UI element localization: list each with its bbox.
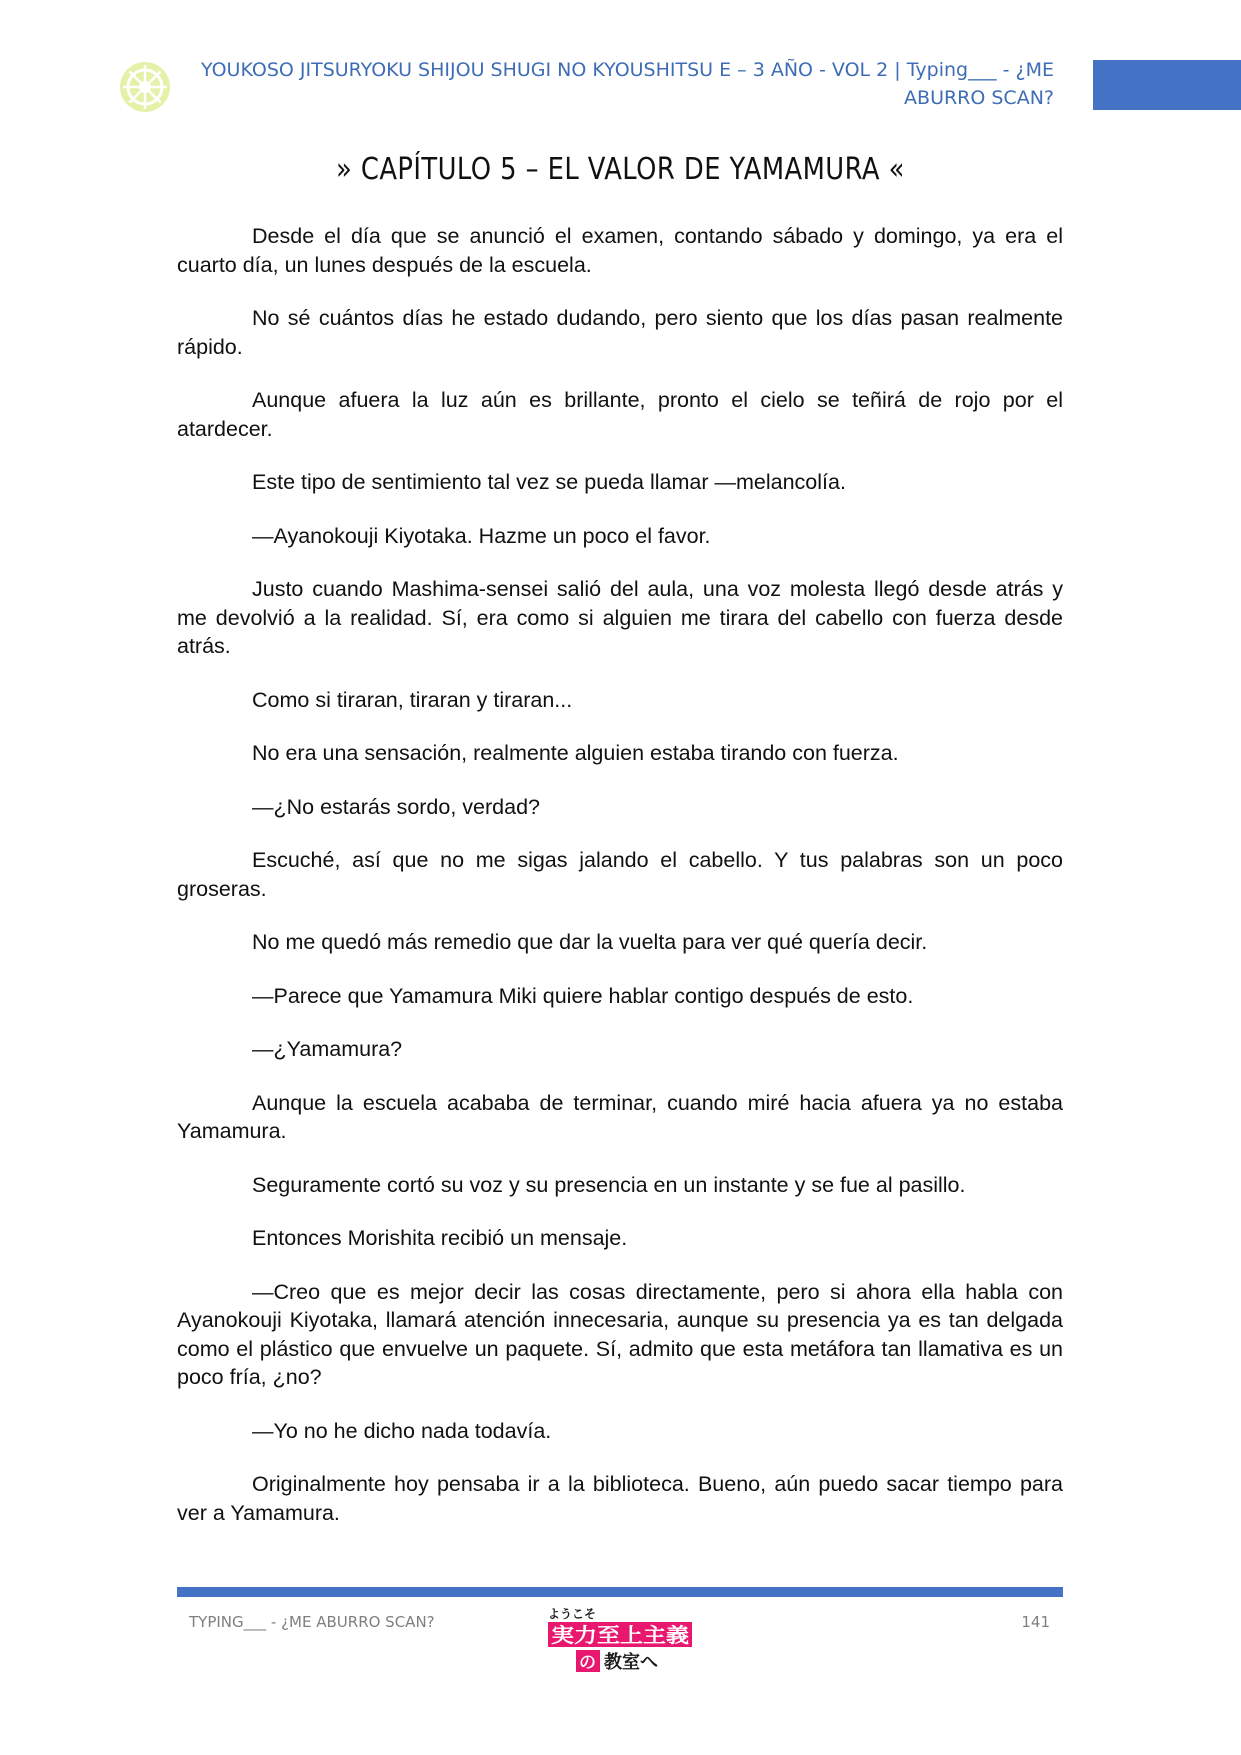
paragraph: Aunque afuera la luz aún es brillante, pronto el cielo se teñirá de rojo por el atardecer. [177,388,1063,441]
paragraph: Originalmente hoy pensaba ir a la biblioteca. Bueno, aún puedo sacar tiempo para ver a Yamamura. [177,1472,1063,1525]
paragraph: —¿Yamamura? [252,1037,403,1061]
header-accent-bar [1093,60,1241,110]
paragraph: Entonces Morishita recibió un mensaje. [252,1226,628,1250]
logo-bottom-text: 教室へ [604,1652,658,1673]
series-logo [546,1605,694,1673]
footer-credit: TYPING___ - ¿ME ABURRO SCAN? [189,1613,435,1631]
body-text [177,222,1063,1552]
header-title: YOUKOSO JITSURYOKU SHIJOU SHUGI NO KYOUSHITSU E – 3 AÑO - VOL 2 | Typing___ - ¿ME ABURRO SCAN? [201,59,1054,109]
paragraph: Escuché, así que no me sigas jalando el cabello. Y tus palabras son un poco groseras. [177,848,1063,901]
paragraph: —Ayanokouji Kiyotaka. Hazme un poco el favor. [252,523,711,548]
footer-divider [177,1587,1063,1597]
paragraph: —Parece que Yamamura Miki quiere hablar contigo después de esto. [252,983,914,1008]
paragraph: —Yo no he dicho nada todavía. [252,1418,552,1443]
logo-no-text: の [579,1653,596,1673]
paragraph: Desde el día que se anunció el examen, contando sábado y domingo, ya era el cuarto día, un lunes después de la escuela. [177,224,1063,277]
paragraph: Este tipo de sentimiento tal vez se pueda llamar —melancolía. [252,470,846,494]
paragraph: Seguramente cortó su voz y su presencia en un instante y se fue al pasillo. [252,1172,966,1197]
chapter-title: » CAPÍTULO 5 – EL VALOR DE YAMAMURA « [336,152,905,187]
paragraph: No era una sensación, realmente alguien estaba tirando con fuerza. [252,741,899,765]
logo-top-text: ようこそ [548,1607,597,1621]
paragraph: —Creo que es mejor decir las cosas directamente, pero si ahora ella habla con Ayanokouji Kiyotaka, llamará atención innecesaria, aunque su presencia ya es tan delgada como el plástico que envuelve un paquete. Sí, admito que esta metáfora tan llamativa es un poco fría, ¿no? [177,1279,1063,1389]
paragraph: —¿No estarás sordo, verdad? [252,794,540,819]
paragraph: No me quedó más remedio que dar la vuelta para ver qué quería decir. [252,930,928,954]
ship-wheel-icon [118,60,172,114]
page-number: 141 [1021,1613,1050,1631]
paragraph: Justo cuando Mashima-sensei salió del aula, una voz molesta llegó desde atrás y me devolvió a la realidad. Sí, era como si alguien me tirara del cabello con fuerza desde atrás. [177,577,1063,658]
paragraph: No sé cuántos días he estado dudando, pero siento que los días pasan realmente rápido. [177,306,1063,359]
logo-main-text: 実力至上主義 [551,1623,689,1647]
paragraph: Aunque la escuela acababa de terminar, cuando miré hacia afuera ya no estaba Yamamura. [177,1090,1063,1143]
paragraph: Como si tiraran, tiraran y tiraran... [252,687,573,712]
